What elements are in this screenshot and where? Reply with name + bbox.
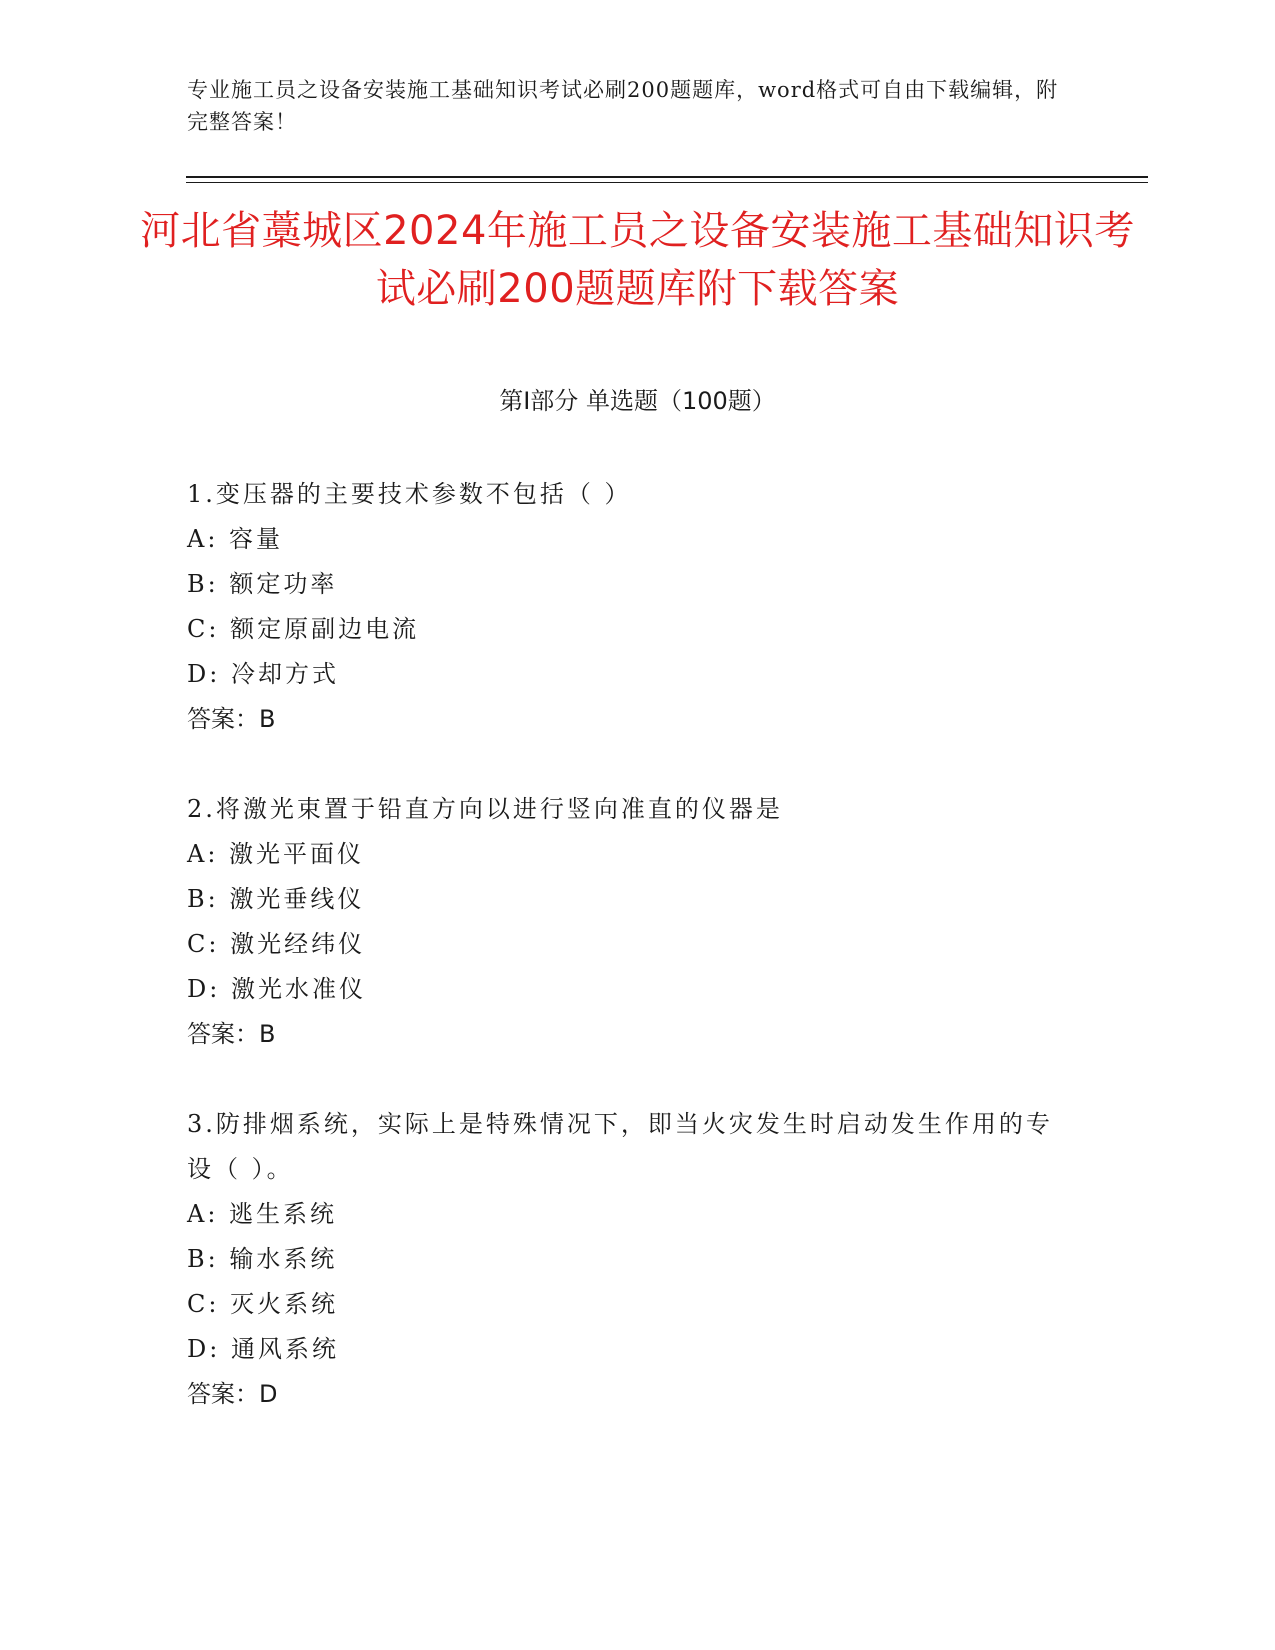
question-option: B: 输水系统: [187, 1245, 338, 1273]
question-option: D: 通风系统: [187, 1335, 339, 1363]
question-answer: 答案：B: [187, 705, 276, 733]
question-item: [187, 472, 1067, 742]
question-option: D: 冷却方式: [187, 660, 339, 688]
question-list: [187, 472, 1067, 1462]
question-answer: 答案：B: [187, 1020, 276, 1048]
question-option: A: 激光平面仪: [187, 840, 365, 868]
question-option: B: 激光垂线仪: [187, 885, 365, 913]
question-item: [187, 787, 1067, 1057]
question-text: 2.将激光束置于铅直方向以进行竖向准直的仪器是: [187, 795, 783, 823]
document-title: 河北省藁城区2024年施工员之设备安装施工基础知识考试必刷200题题库附下载答案: [140, 208, 1135, 312]
header-rule-thick: [186, 176, 1148, 178]
question-text: 1.变压器的主要技术参数不包括（ ）: [187, 480, 632, 508]
question-option: D: 激光水准仪: [187, 975, 366, 1003]
question-option: C: 灭火系统: [187, 1290, 339, 1318]
question-option: C: 激光经纬仪: [187, 930, 366, 958]
question-text: 3.防排烟系统，实际上是特殊情况下，即当火灾发生时启动发生作用的专设（ ）。: [187, 1110, 1053, 1183]
section-title: 第Ⅰ部分 单选题（100题）: [499, 387, 776, 415]
question-option: B: 额定功率: [187, 570, 338, 598]
question-option: C: 额定原副边电流: [187, 615, 420, 643]
header-note: 专业施工员之设备安装施工基础知识考试必刷200题题库，word格式可自由下载编辑，附完整答案！: [187, 78, 1059, 134]
header-rule-thin: [186, 182, 1148, 183]
question-option: A: 容量: [187, 525, 284, 553]
question-answer: 答案：D: [187, 1380, 278, 1408]
question-item: [187, 1102, 1067, 1417]
question-option: A: 逃生系统: [187, 1200, 338, 1228]
